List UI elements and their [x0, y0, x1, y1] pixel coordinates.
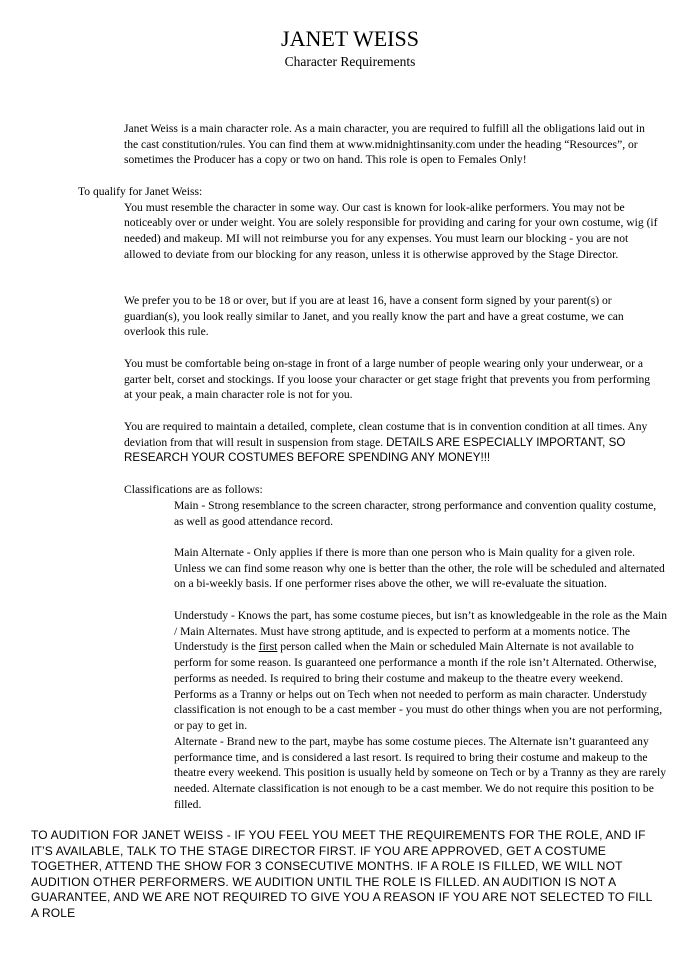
class-alternate [78, 734, 668, 813]
qualify-section [31, 184, 661, 263]
class-main-alternate [78, 545, 668, 592]
classifications-heading: Classifications are as follows: [124, 483, 263, 496]
qualify-text: You must resemble the character in some way. Our cast is known for look-alike performers. You may not be noticeably over or under weight. You are solely responsible for providing and caring for your own costume, wig (if needed) and makeup. MI will not reimburse you for any expenses. You must learn our blocking - you are not allowed to deviate from our blocking for any reason, unless it is otherwise approved by the Stage Director. [124, 200, 658, 261]
comfort-text: You must be comfortable being on-stage in front of a large number of people wearing only your underwear, or a garter belt, corset and stockings. If you loose your character or get stage fright that prevents you from performing at your peak, a main character role is not for you. [124, 357, 651, 402]
classifications-heading-block [31, 482, 661, 498]
intro-paragraph [31, 121, 661, 168]
page-title: JANET WEISS [281, 26, 419, 51]
age-text: We prefer you to be 18 or over, but if you are at least 16, have a consent form signed by your parent(s) or guardian(s), you look really similar to Janet, and you really know the part and have a great costume, we can overlook this rule. [124, 294, 624, 339]
intro-text: Janet Weiss is a main character role. As a main character, you are required to fulfill all the obligations laid out in the cast constitution/rules. You can find them at www.midnightinsanity.com under the heading “Resources”, or sometimes the Producer has a copy or two on hand. This role is open to Females Only! [124, 122, 645, 167]
age-paragraph [31, 293, 661, 340]
qualify-heading: To qualify for Janet Weiss: [78, 185, 203, 198]
understudy-text-1: Understudy - Knows the part, has some costume pieces, but isn’t as knowledgeable in the role as the Main / Main Alternates. Must have strong aptitude, and is expected to perform at a moments notice. The Understudy is the [174, 609, 668, 654]
class-main-text: Main - Strong resemblance to the screen character, strong performance and convention quality costume, as well as good attendance record. [174, 499, 657, 528]
costume-paragraph [31, 419, 661, 466]
page-subtitle: Character Requirements [284, 54, 416, 69]
class-understudy [78, 608, 668, 734]
comfort-paragraph [31, 356, 661, 403]
audition-text: TO AUDITION FOR JANET WEISS - IF YOU FEEL YOU MEET THE REQUIREMENTS FOR THE ROLE, AND IF IT’S AVAILABLE, TALK TO THE STAGE DIRECTOR FIRST. IF YOU ARE APPROVED, GET A COSTUME TOGETHER, ATTEND THE SHOW FOR 3 CONSECUTIVE MONTHS. IF A ROLE IS FILLED, WE WILL NOT AUDITION OTHER PERFORMERS. WE AUDITION UNTIL THE ROLE IS FILLED. AN AUDITION IS NOT A GUARANTEE, AND WE ARE NOT REQUIRED TO GIVE YOU A REASON IF YOU ARE NOT SELECTED TO FILL A ROLE [31, 828, 652, 920]
understudy-underlined-word: first [258, 640, 278, 654]
class-alternate-text: Alternate - Brand new to the part, maybe has some costume pieces. The Alternate isn’t guaranteed any performance time, and is considered a last resort. Is required to bring their costume and makeup to the theatre every weekend. This position is usually held by someone on Tech or by a Tranny as they are rarely needed. Alternate classification is not enough to be a cast member. We do not require this position to be filled. [174, 735, 667, 811]
audition-paragraph [31, 828, 661, 922]
class-main [78, 498, 668, 529]
class-main-alternate-text: Main Alternate - Only applies if there is more than one person who is Main quality for a given role. Unless we can find some reason why one is better than the other, the role will be scheduled and alternated on a bi-weekly basis. If one performer rises above the other, we will re-evaluate the situation. [174, 546, 665, 591]
costume-text: You are required to maintain a detailed, complete, clean costume that is in convention condition at all times. Any deviation from that will result in suspension from stage. [124, 420, 648, 449]
costume-caps-warning: DETAILS ARE ESPECIALLY IMPORTANT, SO RESEARCH YOUR COSTUMES BEFORE SPENDING ANY MONEY!!! [124, 435, 626, 465]
understudy-text-2: person called when the Main or scheduled Main Alternate is not available to perform for some reason. Is guaranteed one performance a month if the role isn’t Alternated. Otherwise, performs as needed. Is required to bring their costume and makeup to the theatre every weekend. Performs as a Tranny or helps out on Tech when not needed to perform as main character. Understudy classification is not enough to be a cast member - you must do other things when you are not performing, or pay to get in. [174, 640, 663, 732]
